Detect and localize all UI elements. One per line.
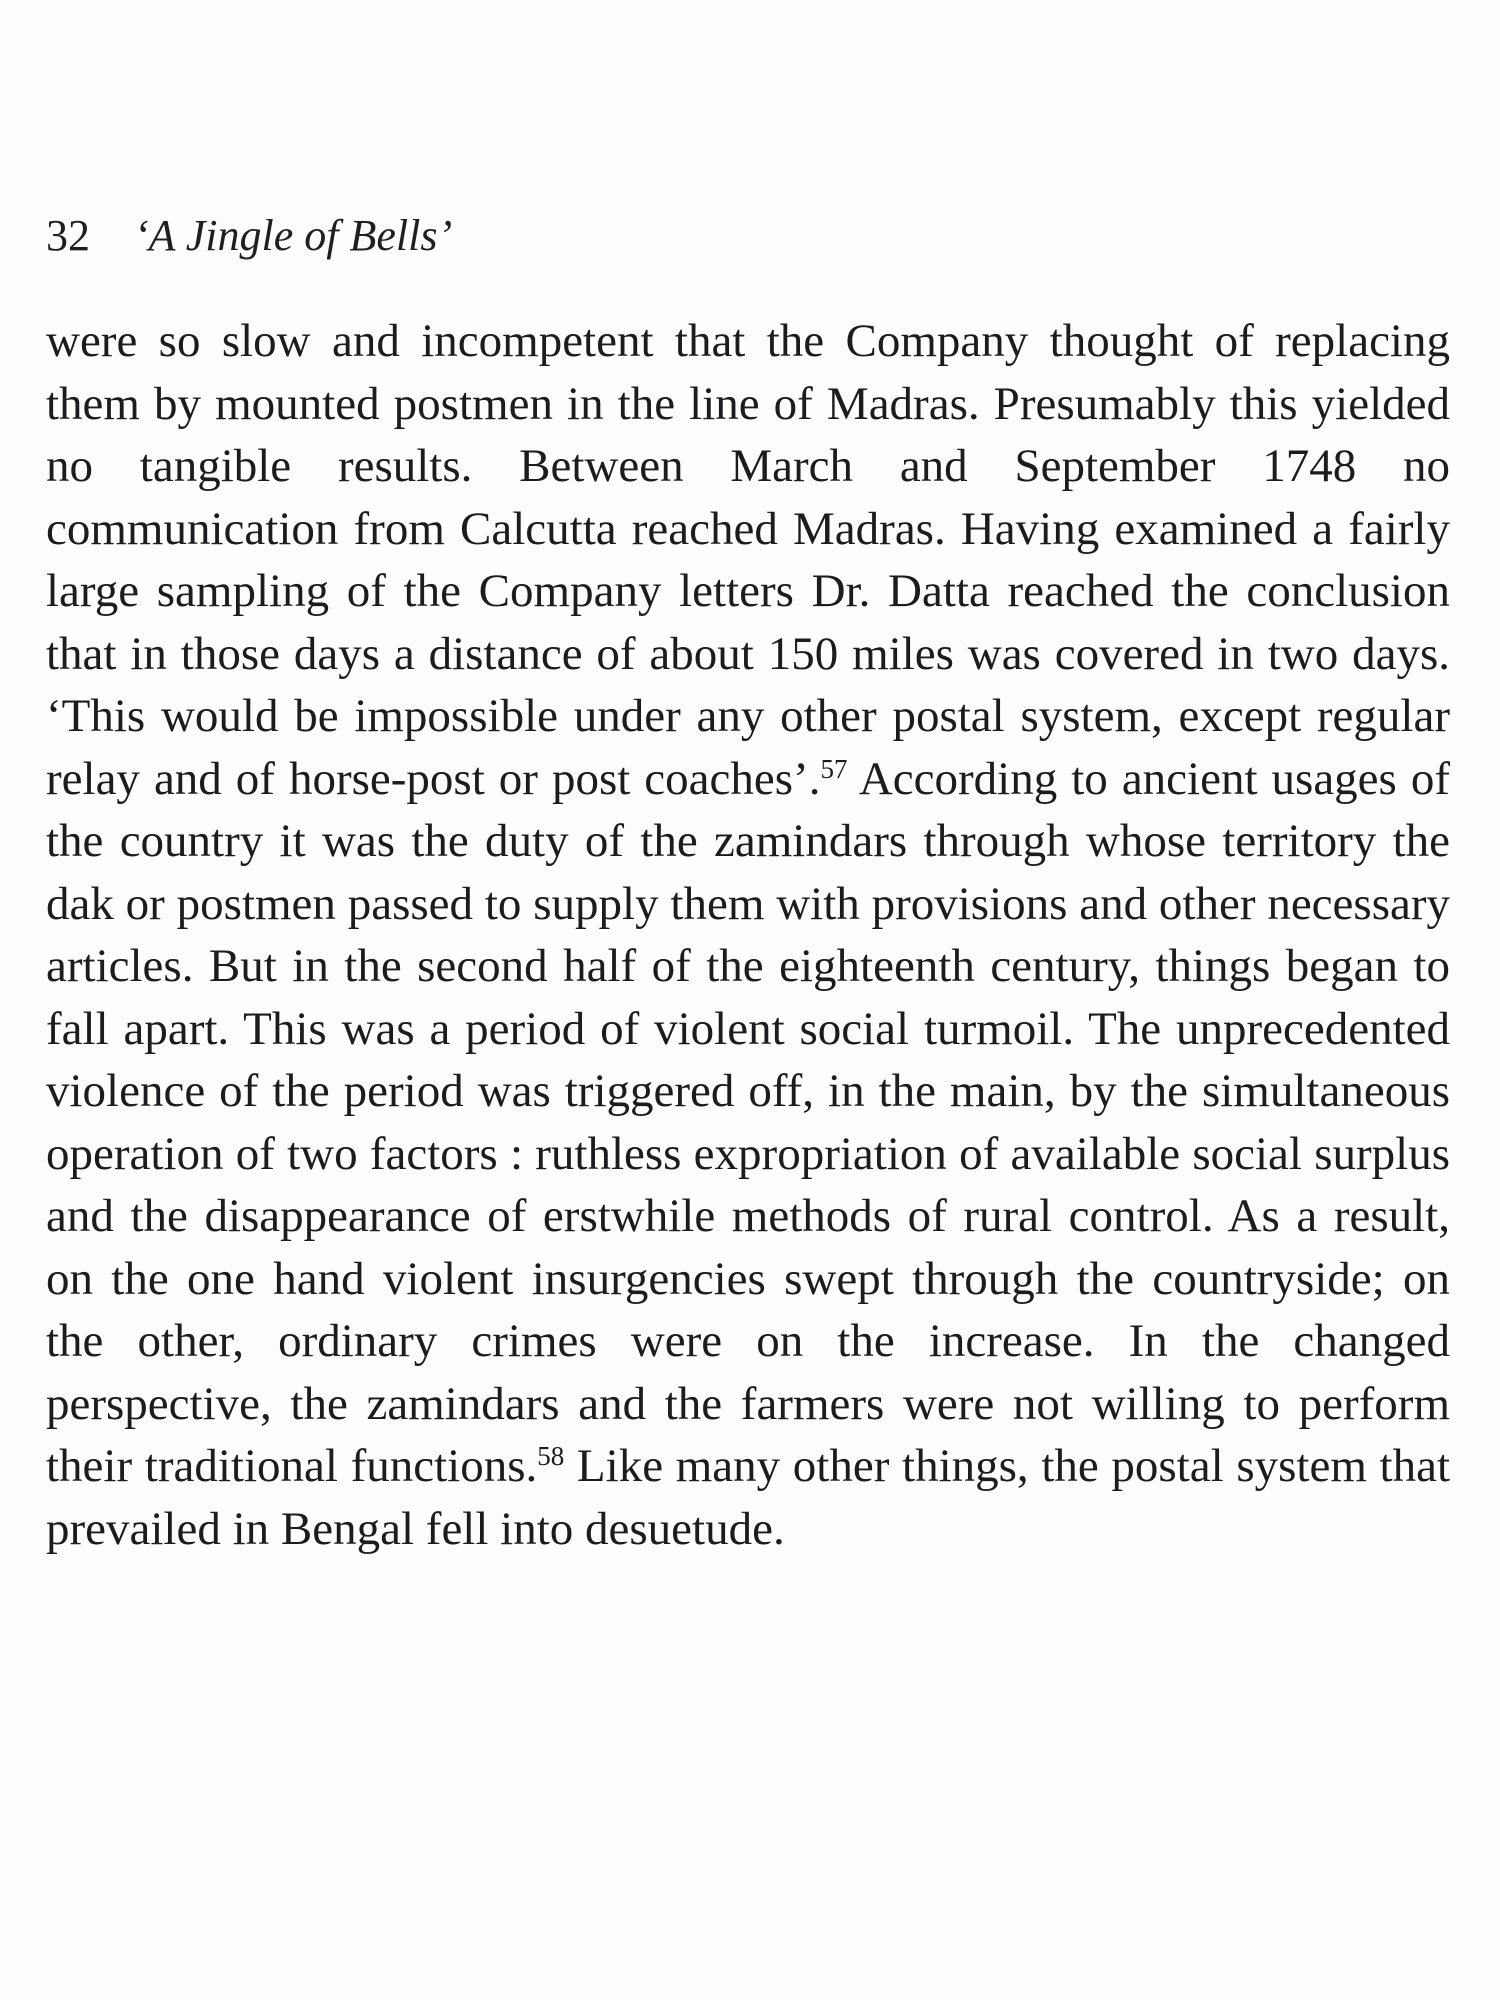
footnote-marker-58: 58 (537, 1441, 565, 1471)
page-number: 32 (46, 211, 90, 260)
body-text-segment-3: Like many other things, the postal system that prevailed in Bengal fell into desuetude. (46, 1440, 1451, 1555)
running-title: ‘A Jingle of Bells’ (134, 211, 453, 260)
body-text-segment-1: were so slow and incompetent that the Company thought of replacing them by mounted postmen in the line of Madras. Presumably this yielded no tangible results. Between March and September 1748 no communication from Calcutta reached Madras. Having examined a fairly large sampling of the Company letters Dr. Datta reached the conclusion that in those days a distance of about 150 miles was covered in two days. ‘This would be impossible under any other postal system, except regular relay and of horse-post or post coaches’. (46, 315, 1450, 805)
running-head (46, 210, 452, 261)
body-text-segment-2: According to ancient usages of the country it was the duty of the zamindars through whose territory the dak or postmen passed to supply them with provisions and other necessary articles. But in the second half of the eighteenth century, things began to fall apart. This was a period of violent social turmoil. The unprecedented violence of the period was triggered off, in the main, by the simultaneous operation of two factors : ruthless expropriation of available social surplus and the disappearance of erstwhile methods of rural control. As a result, on the one hand violent insurgencies swept through the countryside; on the other, ordinary crimes were on the increase. In the changed perspective, the zamindars and the farmers were not willing to perform their traditional functions. (46, 752, 1450, 1492)
footnote-marker-57: 57 (820, 753, 848, 784)
body-paragraph (46, 310, 1450, 1560)
